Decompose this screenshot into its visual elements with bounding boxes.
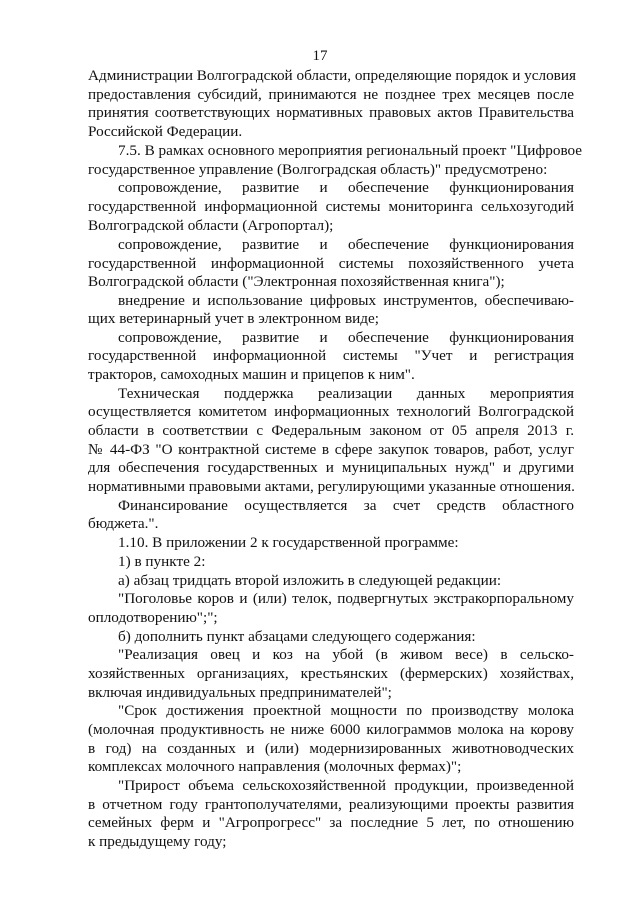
text-line: (молочная продуктивность не ниже 6000 килограммов молока на корову bbox=[88, 721, 574, 738]
text-line: семейных ферм и "Агропрогресс" за последние 5 лет, по отношению bbox=[88, 814, 574, 831]
text-line: сопровождение, развитие и обеспечение функционирования bbox=[118, 328, 574, 346]
text-line: государственной информационной системы "Учет и регистрация bbox=[88, 347, 574, 364]
text-line: государственное управление (Волгоградская область)" предусмотрено: bbox=[88, 160, 548, 178]
text-line: включая индивидуальных предпринимателей"; bbox=[88, 683, 392, 701]
text-line: Волгоградской области (Агропортал); bbox=[88, 217, 334, 234]
text-line: в отчетном году грантополучателями, реализующими проекты развития bbox=[88, 795, 574, 813]
text-line: области в соответствии с Федеральным законом от 05 апреля 2013 г. bbox=[88, 422, 574, 439]
text-line: "Срок достижения проектной мощности по производству молока bbox=[118, 702, 574, 719]
text-line: хозяйственных организациях, крестьянских (фермерских) хозяйствах, bbox=[88, 665, 574, 682]
text-line: комплексах молочного направления (молочных фермах)"; bbox=[88, 758, 462, 775]
text-line: государственной информационной системы похозяйственного учета bbox=[88, 254, 574, 272]
text-line: в год) на созданных и (или) модернизированных животноводческих bbox=[88, 739, 574, 757]
page-number: 17 bbox=[312, 48, 328, 64]
text-line: Администрации Волгоградской области, определяющие порядок и условия bbox=[88, 67, 576, 84]
text-line: принятия соответствующих нормативных правовых актов Правительства bbox=[88, 104, 574, 121]
text-line: предоставления субсидий, принимаются не позднее трех месяцев после bbox=[88, 85, 574, 103]
text-line: 1) в пункте 2: bbox=[118, 553, 206, 570]
text-line: б) дополнить пункт абзацами следующего содержания: bbox=[118, 627, 476, 645]
text-line: осуществляется комитетом информационных технологий Волгоградской bbox=[88, 403, 574, 420]
text-line: сопровождение, развитие и обеспечение функционирования bbox=[118, 236, 574, 253]
text-line: внедрение и использование цифровых инструментов, обеспечиваю- bbox=[118, 291, 574, 309]
text-line: 1.10. В приложении 2 к государственной программе: bbox=[118, 534, 459, 551]
text-line: тракторов, самоходных машин и прицепов к ним". bbox=[88, 366, 415, 383]
text-line: Волгоградской области ("Электронная похозяйственная книга"); bbox=[88, 273, 505, 290]
text-line: к предыдущему году; bbox=[88, 833, 227, 850]
text-line: государственной информационной системы мониторинга сельхозугодий bbox=[88, 198, 574, 215]
text-line: бюджета.". bbox=[88, 515, 159, 532]
text-line: оплодотворению";"; bbox=[88, 609, 218, 626]
text-line: Российской Федерации. bbox=[88, 123, 243, 140]
text-line: щих ветеринарный учет в электронном виде; bbox=[88, 310, 379, 327]
text-line: для обеспечения государственных и муниципальных нужд" и другими bbox=[88, 459, 574, 476]
text-line: сопровождение, развитие и обеспечение функционирования bbox=[118, 179, 574, 196]
text-line: Финансирование осуществляется за счет средств областного bbox=[118, 496, 574, 514]
text-line: нормативными правовыми актами, регулирующими указанные отношения. bbox=[88, 478, 575, 495]
text-line: а) абзац тридцать второй изложить в следующей редакции: bbox=[118, 571, 502, 589]
text-line: "Реализация овец и коз на убой (в живом весе) в сельско- bbox=[118, 646, 574, 663]
text-line: "Поголовье коров и (или) телок, подвергнутых экстракорпоральному bbox=[118, 590, 574, 607]
text-line: "Прирост объема сельскохозяйственной продукции, произведенной bbox=[118, 777, 574, 794]
text-line: Техническая поддержка реализации данных мероприятия bbox=[118, 384, 574, 402]
text-line: 7.5. В рамках основного мероприятия региональный проект "Цифровое bbox=[118, 142, 583, 159]
text-line: № 44-ФЗ "О контрактной системе в сфере закупок товаров, работ, услуг bbox=[88, 440, 574, 458]
